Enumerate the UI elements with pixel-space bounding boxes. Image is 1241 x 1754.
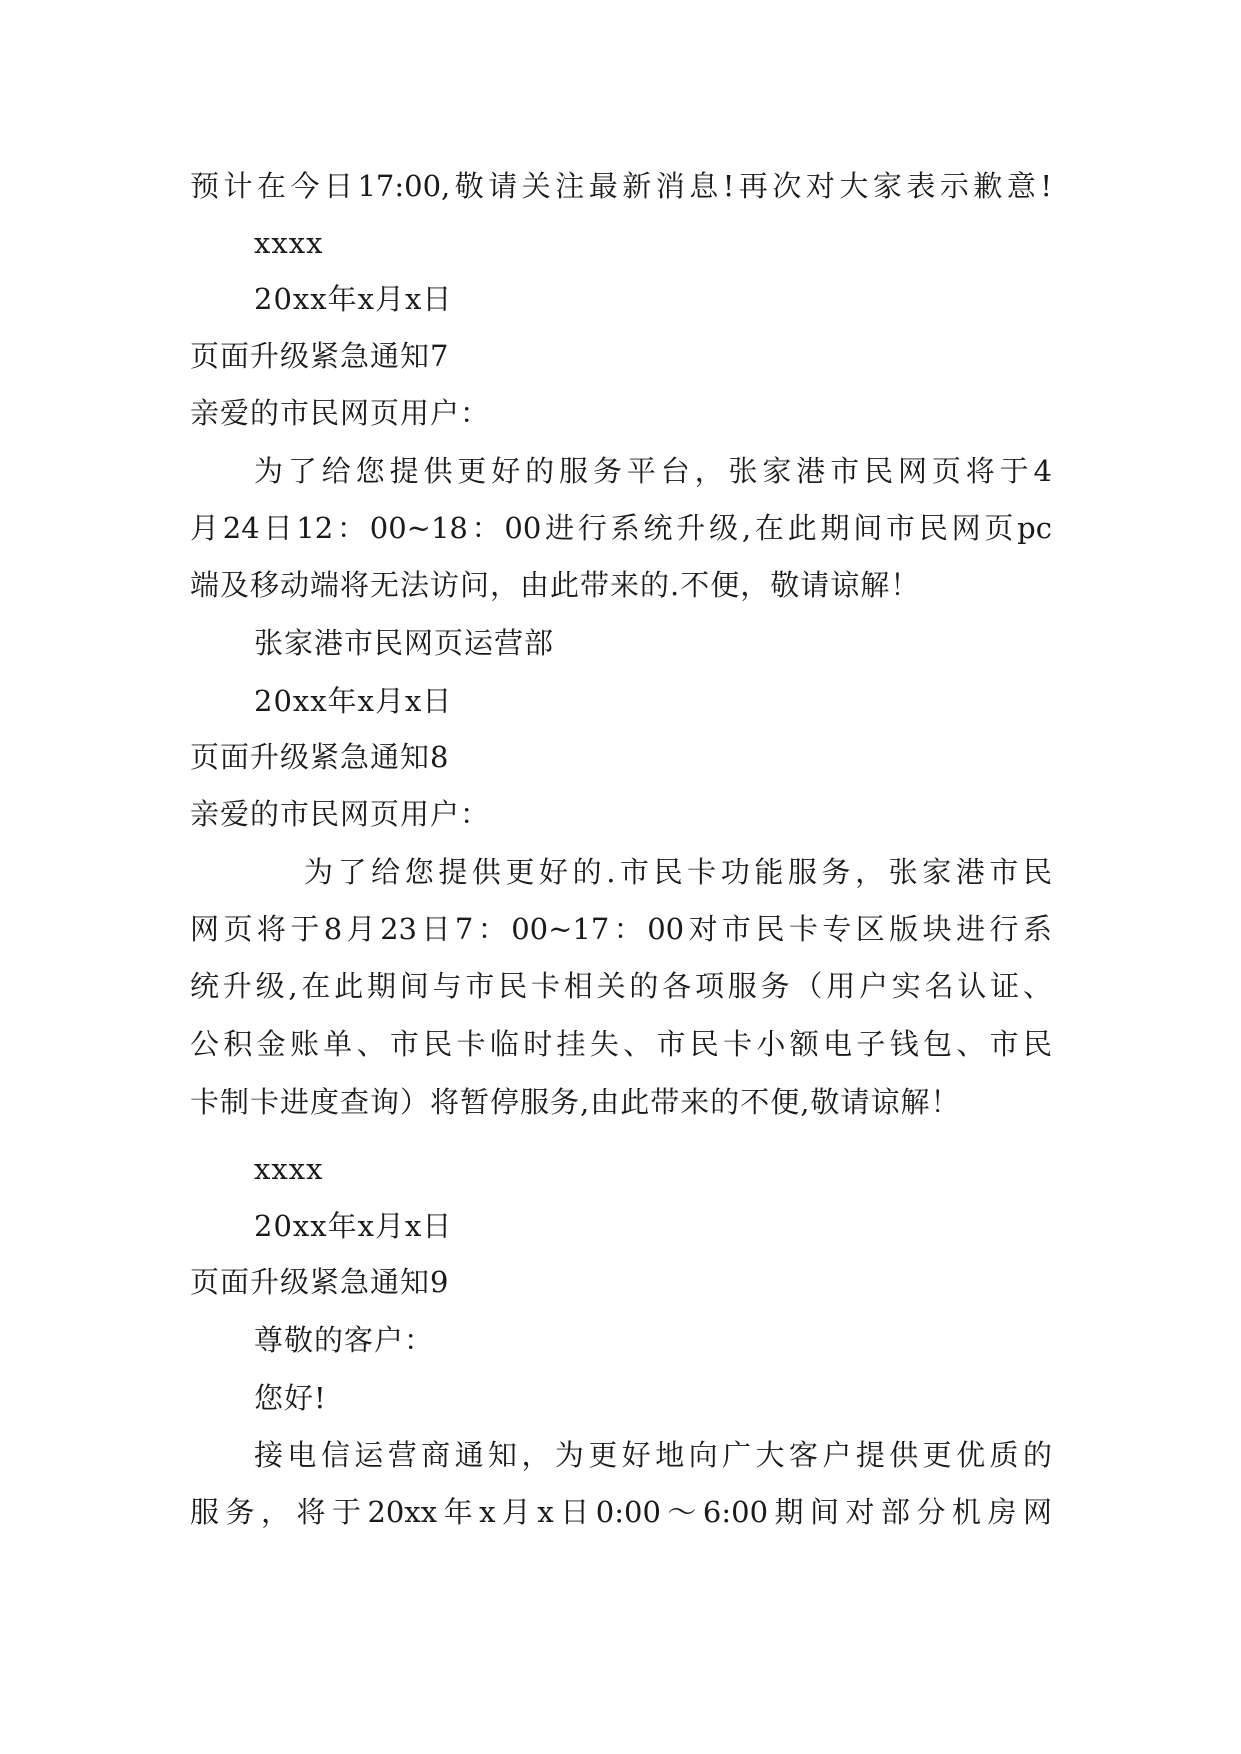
signature-placeholder: xxxx: [254, 1152, 324, 1186]
body-paragraph-line: 卡制卡进度查询）将暂停服务,由此带来的不便,敬请谅解！: [190, 1085, 961, 1119]
body-paragraph-line: 月24日12：00~18：00进行系统升级,在此期间市民网页pc: [190, 511, 1052, 545]
date-line: 20xx年x月x日: [254, 1209, 453, 1243]
notice-title-9: 页面升级紧急通知9: [190, 1265, 450, 1299]
body-paragraph-line: 为了给您提供更好的服务平台，张家港市民网页将于4: [254, 454, 1052, 488]
signature-department: 张家港市民网页运营部: [254, 626, 555, 660]
salutation: 尊敬的客户：: [254, 1323, 435, 1357]
date-line: 20xx年x月x日: [254, 684, 453, 718]
body-paragraph-line: 端及移动端将无法访问，由此带来的.不便，敬请谅解！: [190, 568, 921, 602]
salutation: 亲爱的市民网页用户：: [190, 396, 491, 430]
body-paragraph-line: 统升级,在此期间与市民卡相关的各项服务（用户实名认证、: [190, 969, 1052, 1003]
notice-title-7: 页面升级紧急通知7: [190, 339, 450, 373]
body-paragraph-line: 接电信运营商通知，为更好地向广大客户提供更优质的: [254, 1438, 1052, 1472]
notice-title-8: 页面升级紧急通知8: [190, 740, 450, 774]
body-paragraph-line: 公积金账单、市民卡临时挂失、市民卡小额电子钱包、市民: [190, 1027, 1052, 1061]
closing-sentence: 预计在今日17:00,敬请关注最新消息!再次对大家表示歉意!: [190, 169, 1052, 203]
signature-placeholder: xxxx: [254, 226, 324, 260]
salutation: 亲爱的市民网页用户：: [190, 797, 491, 831]
body-paragraph-line: 网页将于8月23日7：00~17：00对市民卡专区版块进行系: [190, 912, 1052, 946]
body-paragraph-line: 服务，将于20xx年x月x日0:00～6:00期间对部分机房网: [190, 1495, 1052, 1529]
date-line: 20xx年x月x日: [254, 282, 453, 316]
body-paragraph-line: 为了给您提供更好的.市民卡功能服务，张家港市民: [304, 855, 1052, 889]
greeting: 您好!: [254, 1381, 327, 1415]
